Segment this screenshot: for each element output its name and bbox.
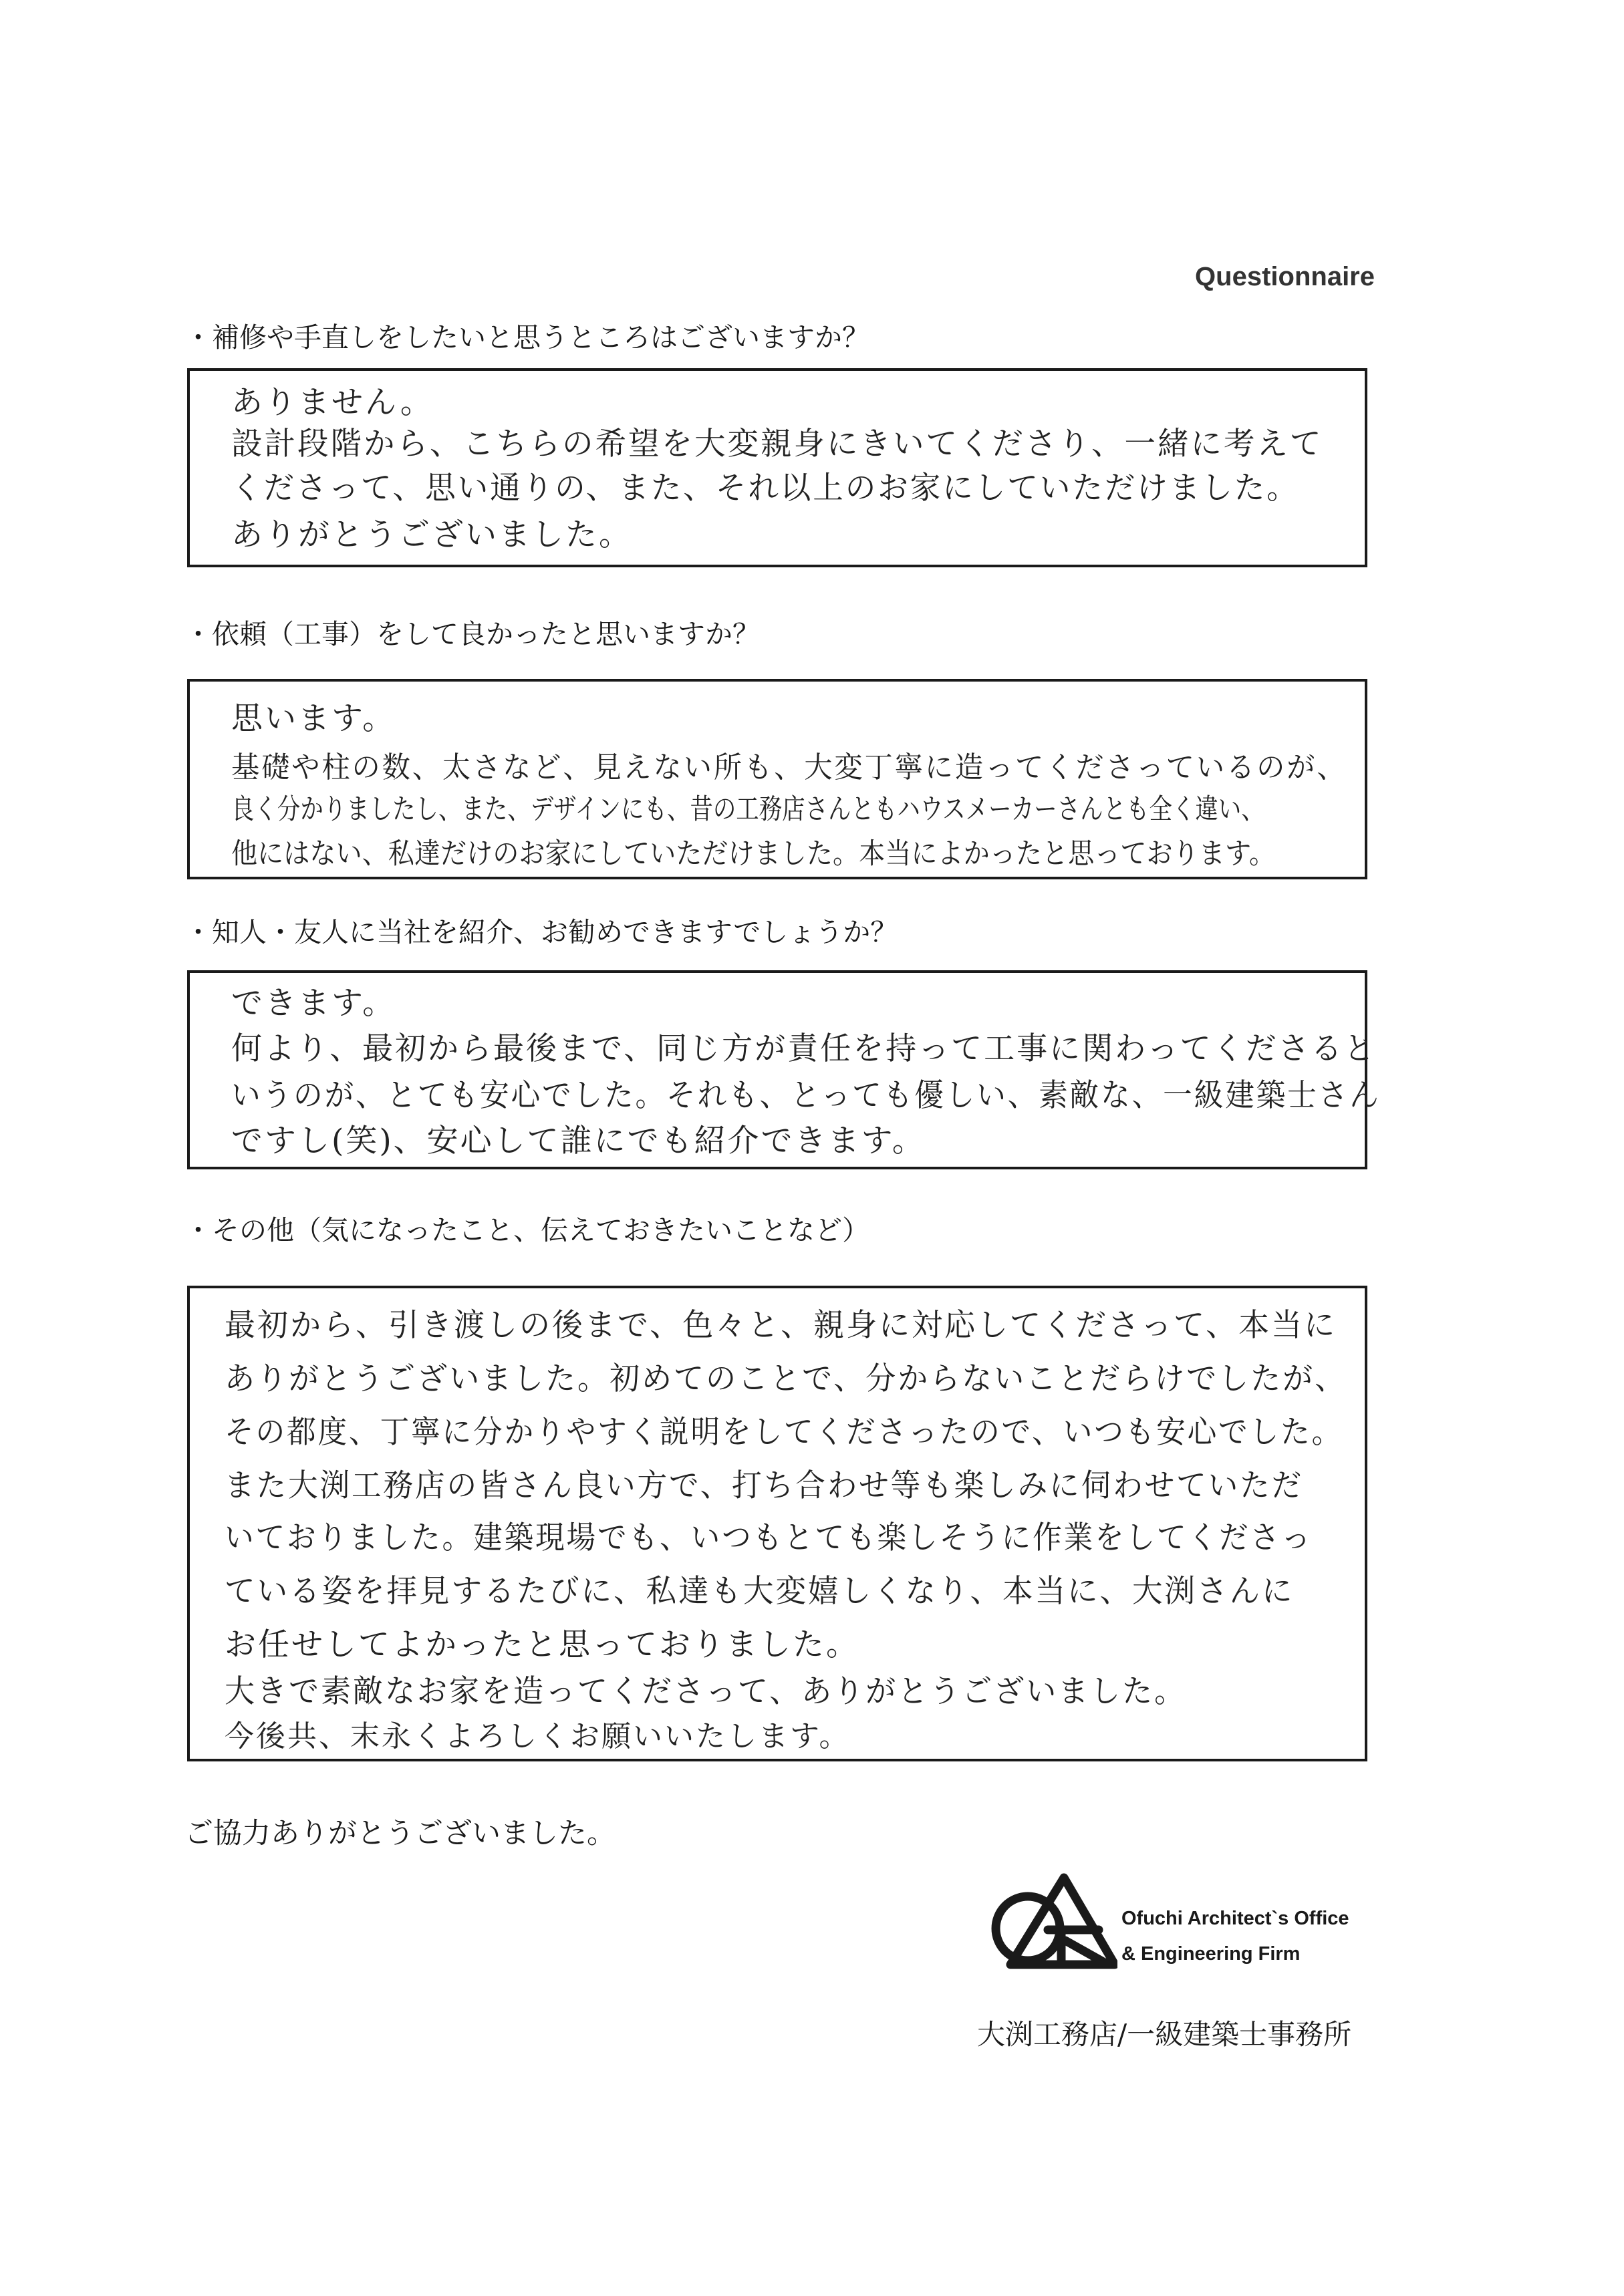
company-name: 大渕工務店/一級建築士事務所 [977,2018,1352,2051]
answer-4-line-3: その都度、丁寧に分かりやすく説明をしてくださったので、いつも安心でした。 [225,1414,1343,1451]
answer-1-line-3: くださって、思い通りの、また、それ以上のお家にしていただけました。 [231,470,1299,507]
answer-4-line-8: 大きで素敵なお家を造ってくださって、ありがとうございました。 [225,1673,1187,1710]
answer-4-line-5: いておりました。建築現場でも、いつもとても楽しそうに作業をしてくださっ [225,1520,1313,1556]
answer-3-line-3: いうのが、とても安心でした。それも、とっても優しい、素敵な、一級建築士さん [231,1077,1381,1114]
answer-box-1 [187,368,1367,567]
answer-3-line-4: ですし(笑)、安心して誰にでも紹介できます。 [231,1123,926,1159]
answer-4-line-9: 今後共、末永くよろしくお願いいたします。 [225,1719,851,1753]
answer-box-2 [187,679,1367,879]
answer-2-line-1: 思います。 [231,700,396,737]
question-2: ・依頼（工事）をして良かったと思いますか？ [184,618,760,650]
answer-2-line-3: 良く分かりましたし、また、デザインにも、昔の工務店さんともハウスメーカーさんとも全く違い、 [231,793,1264,825]
answer-4-line-6: ている姿を拝見するたびに、私達も大変嬉しくなり、本当に、大渕さんに [225,1573,1295,1610]
answer-2-line-2: 基礎や柱の数、太さなど、見えない所も、大変丁寧に造ってくださっているのが、 [231,750,1347,784]
question-4: ・その他（気になったこと、伝えておきたいことなど） [184,1214,869,1246]
answer-4-line-7: お任せしてよかったと思っておりました。 [225,1626,859,1663]
question-1: ・補修や手直しをしたいと思うところはございますか？ [184,321,869,353]
answer-3-line-1: できます。 [231,985,396,1022]
answer-box-4 [187,1286,1367,1761]
answer-3-line-2: 何より、最初から最後まで、同じ方が責任を持って工事に関わってくださると [231,1030,1377,1067]
answer-1-line-1: ありません。 [231,384,434,421]
answer-4-line-1: 最初から、引き渡しの後まで、色々と、親身に対応してくださって、本当に [225,1307,1337,1344]
answer-2-line-4: 他にはない、私達だけのお家にしていただけました。本当によかったと思っております。 [231,837,1276,871]
logo-text-line1: Ofuchi Architect`s Office [1121,1908,1349,1929]
logo-text-line2: & Engineering Firm [1121,1943,1301,1965]
answer-4-line-2: ありがとうございました。初めてのことで、分からないことだらけでしたが、 [225,1360,1347,1397]
question-3: ・知人・友人に当社を紹介、お勧めできますでしょうか？ [184,916,898,948]
answer-box-3 [187,970,1381,1169]
closing-thanks: ご協力ありがとうございました。 [184,1817,616,1850]
answer-4-line-4: また大渕工務店の皆さん良い方で、打ち合わせ等も楽しみに伺わせていただ [225,1467,1304,1504]
answer-1-line-4: ありがとうございました。 [231,517,632,553]
ofuchi-logo-mark [984,1871,1117,1971]
document-title: Questionnaire [1195,262,1375,291]
answer-1-line-2: 設計段階から、こちらの希望を大変親身にきいてくださり、一緒に考えて [231,426,1323,462]
